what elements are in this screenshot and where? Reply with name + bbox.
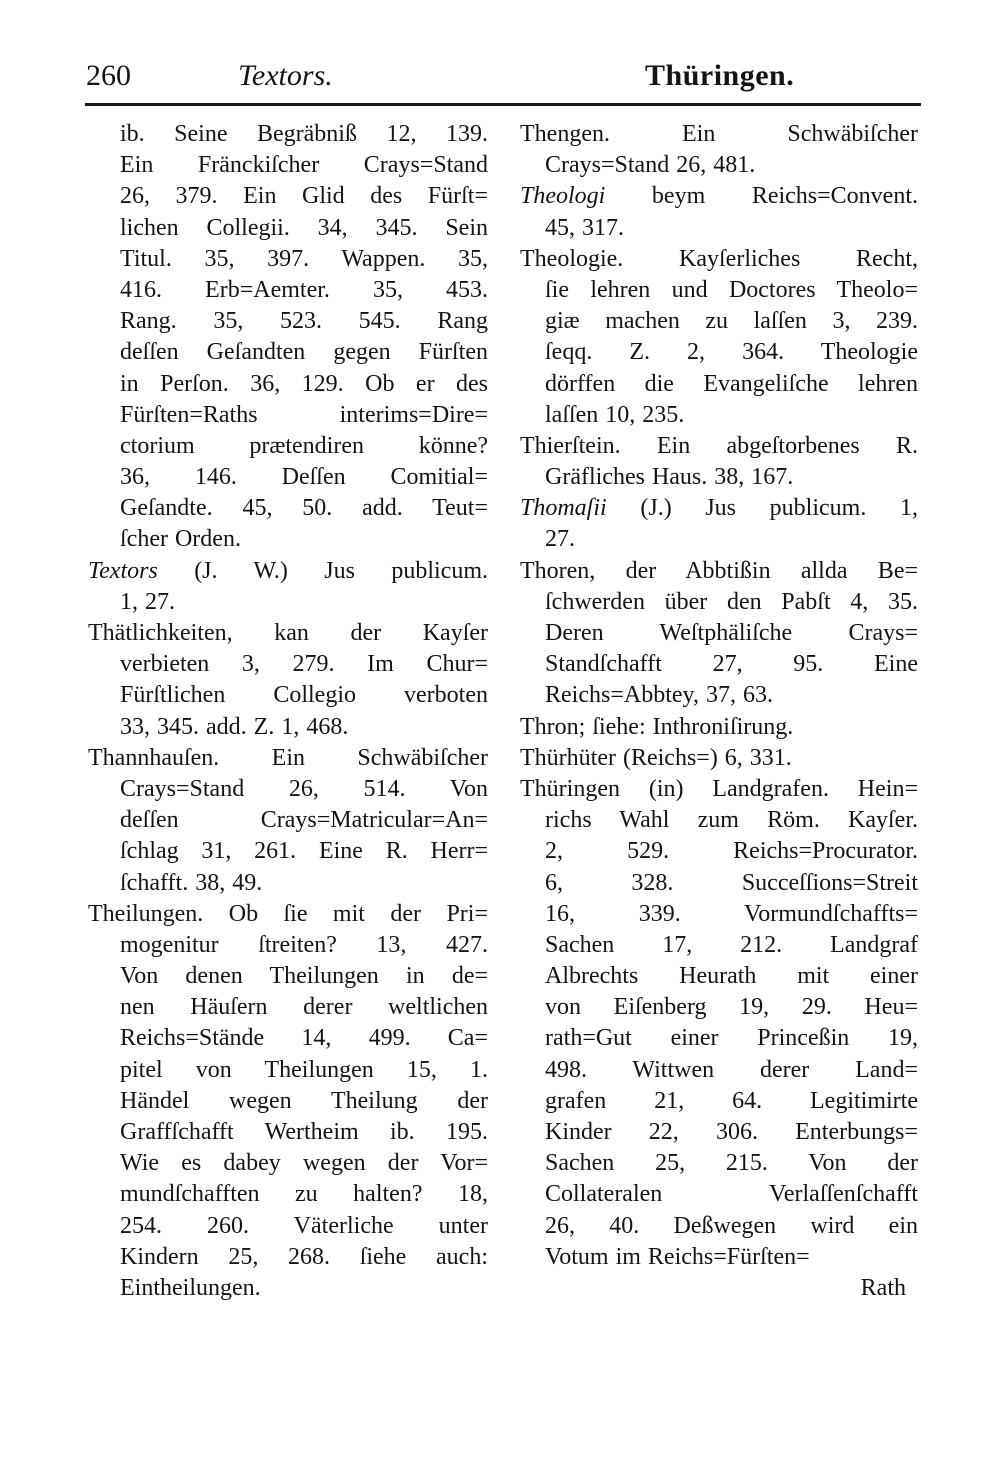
index-line: Eintheilungen. <box>120 1274 261 1301</box>
index-line: Reichs=Stände 14, 499. Ca= <box>120 1025 488 1052</box>
index-entry-head-line <box>88 556 488 587</box>
index-line: ib. Seine Begräbniß 12, 139. <box>120 121 488 147</box>
index-entry-continued <box>88 119 488 556</box>
index-line: 498. Wittwen derer Land= <box>545 1056 918 1083</box>
index-line: 254. 260. Väterliche unter <box>120 1212 488 1239</box>
entry-head-word: Textors <box>88 557 158 584</box>
left-column <box>88 119 488 1304</box>
catchword: Rath <box>860 1274 906 1301</box>
index-line: Deren Weſtphäliſche Crays= <box>545 620 918 646</box>
index-line: Collateralen Verlaſſenſchafft <box>545 1181 918 1208</box>
index-entry <box>88 743 488 899</box>
index-line: Von denen Theilungen in de= <box>120 963 488 990</box>
index-line: 416. Erb=Aemter. 35, 453. <box>120 276 488 303</box>
index-entry-head-line <box>520 181 918 212</box>
index-line: deſſen Crays=Matricular=An= <box>120 807 488 834</box>
index-line: Fürſtlichen Collegio verboten <box>120 682 488 709</box>
index-entry-head-line: Thron; ſiehe: Inthroniſirung. <box>520 713 794 740</box>
index-line: Crays=Stand 26, 514. Von <box>120 775 488 802</box>
index-line: 33, 345. add. Z. 1, 468. <box>120 713 349 740</box>
index-entry <box>520 493 918 555</box>
index-line: Kindern 25, 268. ſiehe auch: <box>120 1243 488 1270</box>
index-line: ctorium prætendiren könne? <box>120 432 488 459</box>
index-line: lichen Collegii. 34, 345. Sein <box>120 214 488 241</box>
index-line: richs Wahl zum Röm. Kayſer. <box>545 807 918 834</box>
index-entry <box>520 556 918 712</box>
index-line: pitel von Theilungen 15, 1. <box>120 1056 488 1083</box>
index-line: ſchafft. 38, 49. <box>120 869 263 896</box>
entry-head-rest: beym Reichs=Convent. <box>651 183 918 210</box>
index-line: mundſchafften zu halten? 18, <box>120 1181 488 1208</box>
index-line: Rang. 35, 523. 545. Rang <box>120 308 488 335</box>
right-column <box>520 119 918 1304</box>
index-line: Sachen 17, 212. Landgraf <box>545 931 918 958</box>
index-entry <box>520 181 918 243</box>
entry-head-rest: (J.) Jus publicum. 1, <box>640 495 918 522</box>
index-line: nen Häuſern derer weltlichen <box>120 994 488 1021</box>
index-line: Standſchafft 27, 95. Eine <box>545 651 918 678</box>
index-line: Gräfliches Haus. 38, 167. <box>545 464 794 491</box>
index-line: Graffſchafft Wertheim ib. 195. <box>120 1119 488 1145</box>
index-entry-head-line: Theilungen. Ob ſie mit der Pri= <box>88 900 488 927</box>
index-line: Fürſten=Raths interims=Dire= <box>120 401 488 428</box>
index-line: Titul. 35, 397. Wappen. 35, <box>120 245 488 272</box>
section-title: Thüringen. <box>645 59 795 92</box>
index-entry <box>520 774 918 1273</box>
index-line: Händel wegen Theilung der <box>120 1087 488 1114</box>
index-entry <box>520 743 918 774</box>
entry-head-word: Thomaſii <box>520 495 607 522</box>
index-line: laſſen 10, 235. <box>545 401 685 428</box>
index-entry <box>520 712 918 743</box>
index-line: Geſandte. 45, 50. add. Teut= <box>120 495 488 522</box>
index-line: in Perſon. 36, 129. Ob er des <box>120 370 488 397</box>
index-line: Reichs=Abbtey, 37, 63. <box>545 682 773 709</box>
index-entry-head-line: Thengen. Ein Schwäbiſcher <box>520 121 918 147</box>
page-number: 260 <box>86 59 131 92</box>
index-line: Votum im Reichs=Fürſten= <box>545 1243 810 1270</box>
index-line: 27. <box>545 526 575 553</box>
index-entry <box>88 556 488 618</box>
index-entry <box>88 618 488 743</box>
index-line: Sachen 25, 215. Von der <box>545 1150 918 1177</box>
index-line: von Eiſenberg 19, 29. Heu= <box>545 994 918 1021</box>
header-rule <box>85 103 921 106</box>
index-entry-head-line: Thoren, der Abbtißin allda Be= <box>520 557 918 584</box>
index-line: 26, 379. Ein Glid des Fürſt= <box>120 183 488 210</box>
index-line: rath=Gut einer Princeßin 19, <box>545 1025 918 1052</box>
index-entry-head-line <box>520 493 918 524</box>
index-line: ſcher Orden. <box>120 526 241 553</box>
running-title: Textors. <box>238 59 333 92</box>
index-line: verbieten 3, 279. Im Chur= <box>120 651 488 678</box>
index-line: 45, 317. <box>545 214 624 241</box>
index-line: 36, 146. Deſſen Comitial= <box>120 464 488 491</box>
index-entry-head-line: Thätlichkeiten, kan der Kayſer <box>88 620 488 646</box>
index-line: Crays=Stand 26, 481. <box>545 152 756 179</box>
index-entry-head-line: Thierſtein. Ein abgeſtorbenes R. <box>520 432 918 459</box>
entry-head-word: Theologi <box>520 183 606 210</box>
index-line: deſſen Geſandten gegen Fürſten <box>120 339 488 366</box>
index-line: Albrechts Heurath mit einer <box>545 963 918 990</box>
index-line: Ein Fränckiſcher Crays=Stand <box>120 152 488 179</box>
index-line: ſchwerden über den Pabſt 4, 35. <box>545 588 918 615</box>
index-line: ſeqq. Z. 2, 364. Theologie <box>545 339 918 366</box>
index-line: giæ machen zu laſſen 3, 239. <box>545 308 918 335</box>
index-entry-head-line: Thürhüter (Reichs=) 6, 331. <box>520 744 792 771</box>
index-line: grafen 21, 64. Legitimirte <box>545 1087 918 1114</box>
index-line: 2, 529. Reichs=Procurator. <box>545 838 918 865</box>
index-line: Kinder 22, 306. Enterbungs= <box>545 1119 918 1145</box>
index-line: ſie lehren und Doctores Theolo= <box>545 276 918 303</box>
index-line: 16, 339. Vormundſchaffts= <box>545 900 918 927</box>
index-entry <box>520 431 918 493</box>
index-entry <box>520 119 918 181</box>
index-entry-head-line: Theologie. Kayſerliches Recht, <box>520 245 918 272</box>
index-entry-head-line: Thannhauſen. Ein Schwäbiſcher <box>88 744 488 771</box>
index-line: mogenitur ſtreiten? 13, 427. <box>120 931 488 958</box>
index-entry <box>520 244 918 431</box>
entry-head-rest: (J. W.) Jus publicum. <box>194 557 488 584</box>
index-line: 26, 40. Deßwegen wird ein <box>545 1212 918 1239</box>
index-entry <box>88 899 488 1304</box>
index-line: Wie es dabey wegen der Vor= <box>120 1150 488 1177</box>
index-entry-head-line: Thüringen (in) Landgrafen. Hein= <box>520 775 918 802</box>
index-line: 1, 27. <box>120 588 175 615</box>
index-line: dörffen die Evangeliſche lehren <box>545 370 918 397</box>
index-line: ſchlag 31, 261. Eine R. Herr= <box>120 838 488 865</box>
index-line: 6, 328. Succeſſions=Streit <box>545 869 918 896</box>
